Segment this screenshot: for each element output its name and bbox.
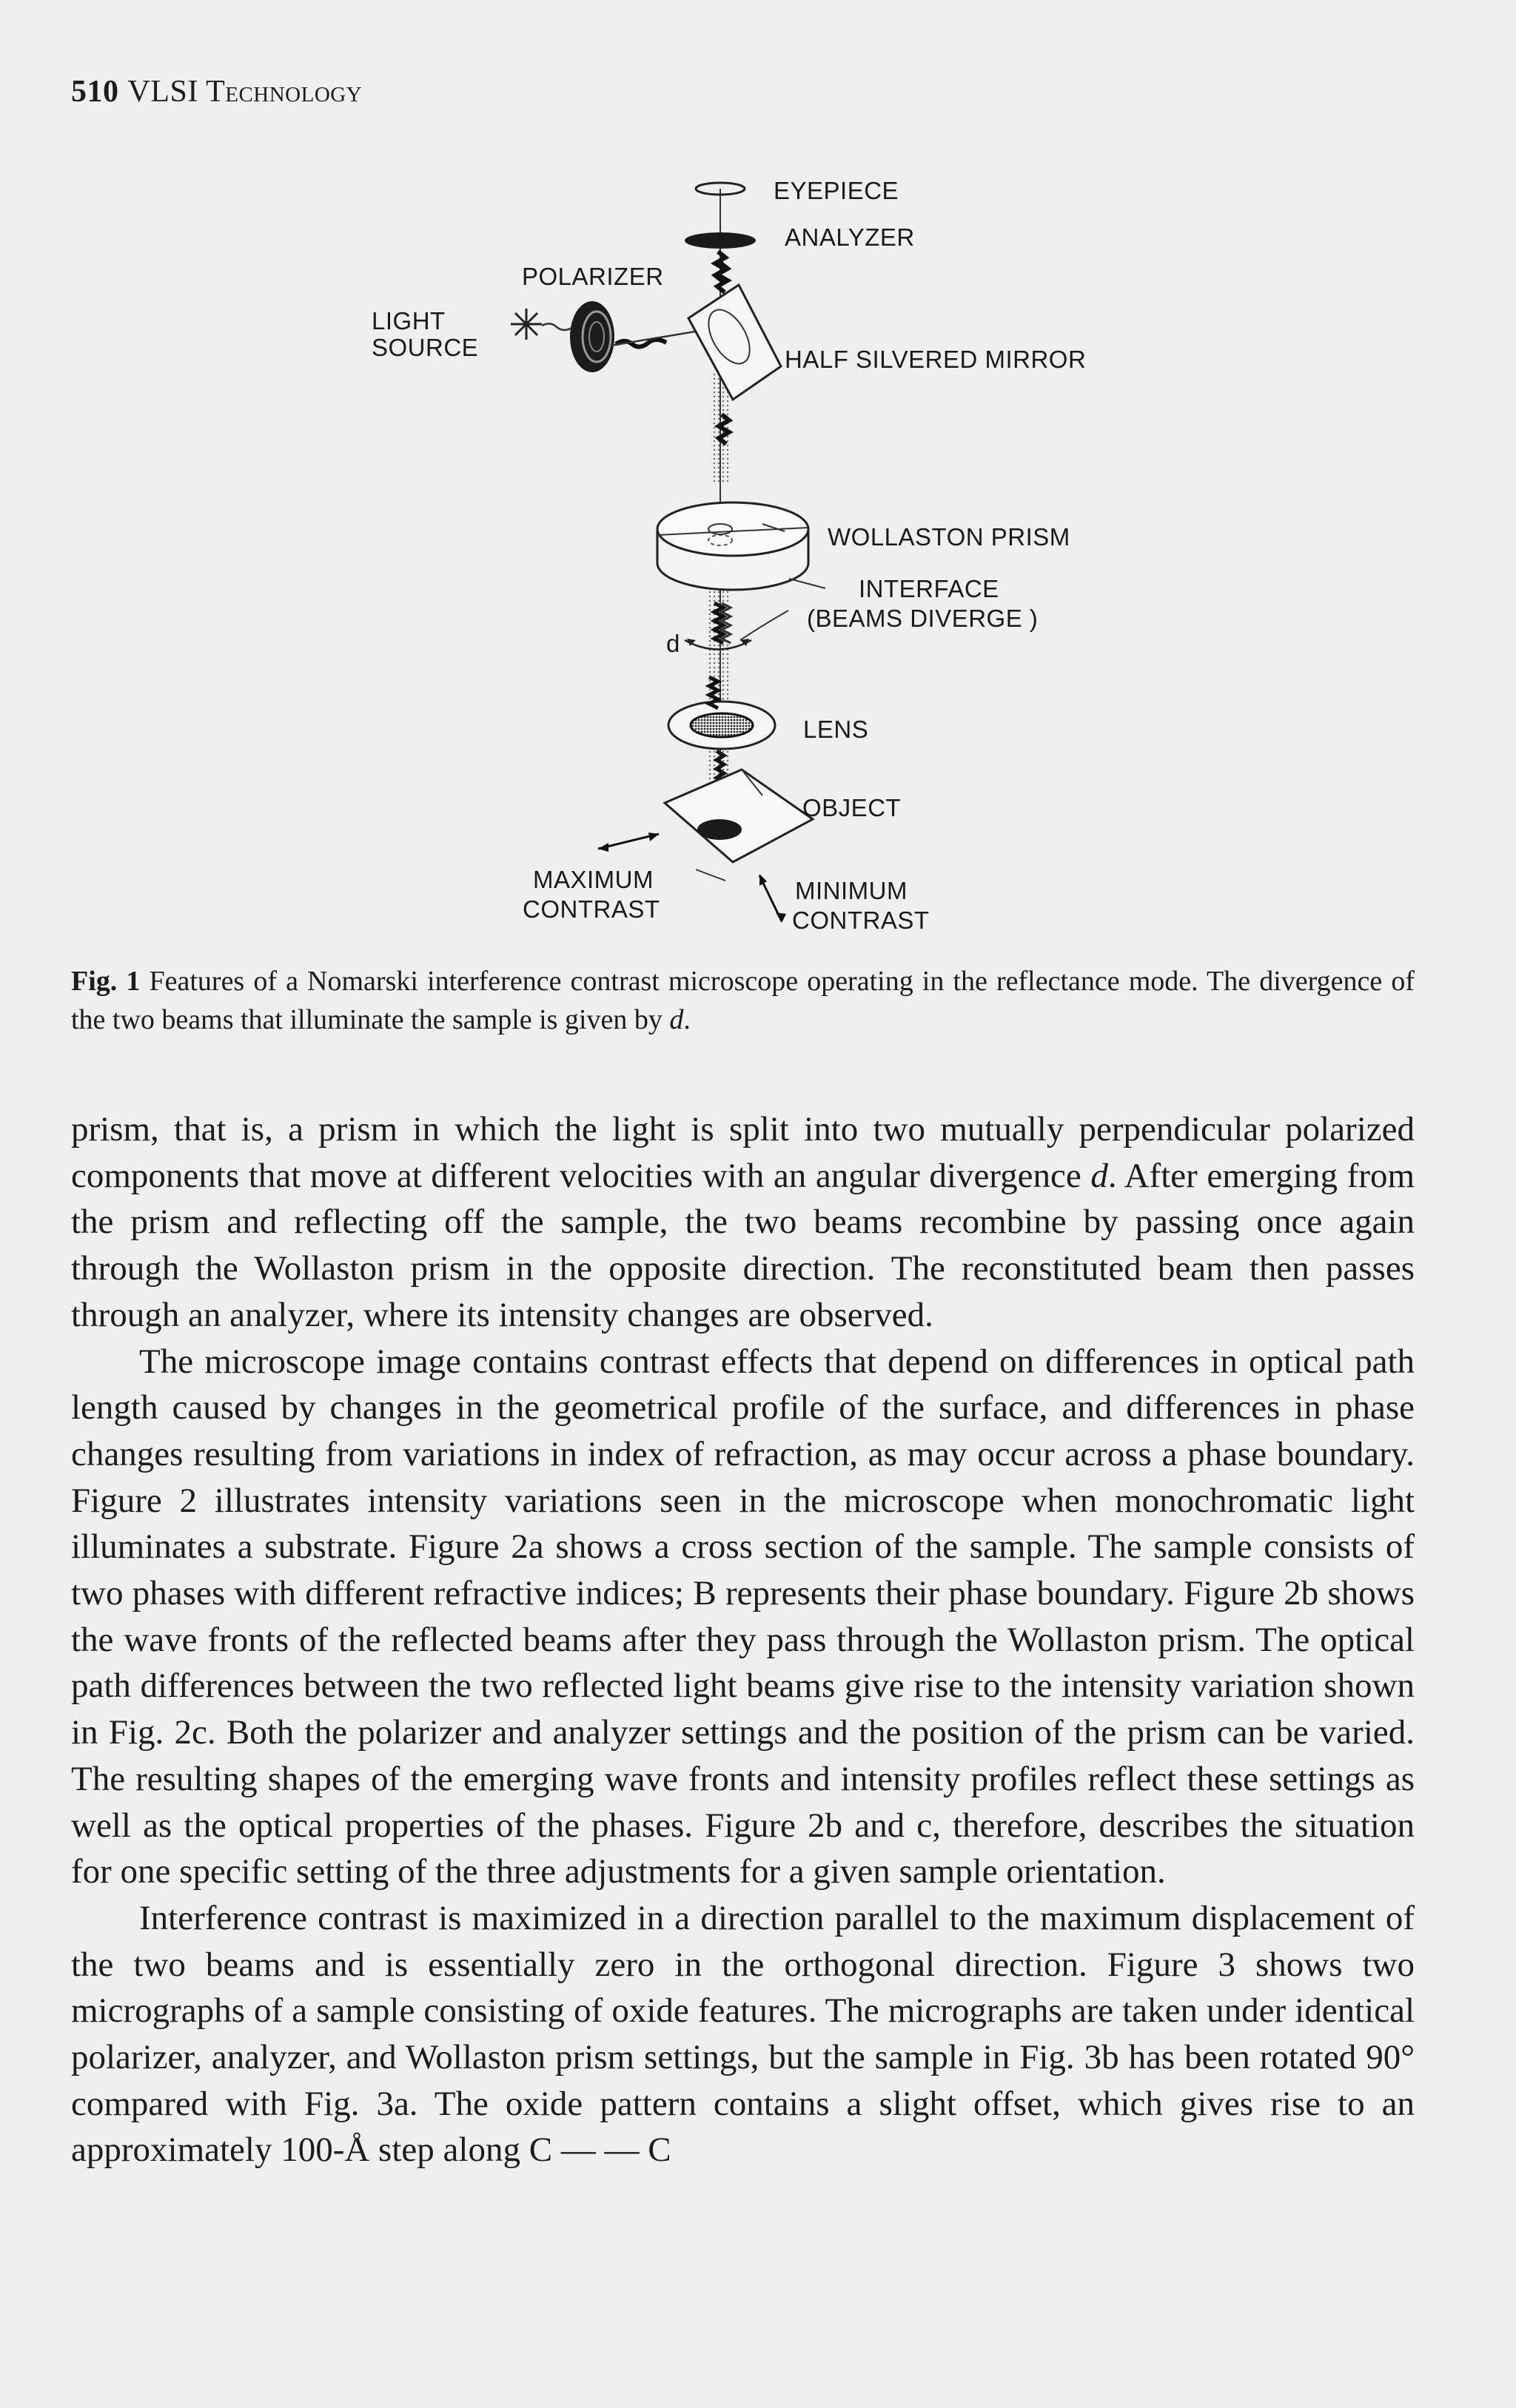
running-head	[71, 74, 362, 110]
running-title: VLSI Technology	[127, 75, 363, 109]
minimum-contrast-arrow	[759, 874, 786, 923]
object-sample	[665, 770, 813, 862]
label-analyzer: ANALYZER	[785, 223, 915, 251]
paragraph-2: The microscope image contains contrast effects that depend on differences in optical path length caused by changes in the geometrical profile of the surface, and differences in phase changes resulting from variations in index of refraction, as may occur across a phase boundary. Figure 2 illustrates intensity variations seen in the microscope when monochromatic light illuminates a substrate. Figure 2a shows a cross section of the sample. The sample consists of two phases with different refractive indices; B represents their phase boundary. Figure 2b shows the wave fronts of the reflected beams after they pass through the Wollaston prism. The optical path differences between the two reflected light beams give rise to the intensity variation shown in Fig. 2c. Both the polarizer and analyzer settings and the position of the prism can be varied. The resulting shapes of the emerging wave fronts and intensity profiles reflect these settings as well as the optical properties of the phases. Figure 2b and c, therefore, describes the situation for one specific setting of the three adjustments for a given sample orientation.	[71, 1342, 1415, 1891]
label-light: LIGHT	[372, 307, 446, 334]
caption-text: Features of a Nomarski interference contrast microscope operating in the reflectance mode. The divergence of the two beams that illuminate the sample is given by	[71, 966, 1415, 1035]
paragraph-1	[71, 1106, 1415, 1339]
label-maximum: MAXIMUM	[533, 866, 654, 893]
label-beams-diverge: (BEAMS DIVERGE )	[807, 605, 1039, 632]
polarizer	[570, 301, 700, 372]
label-lens: LENS	[803, 716, 869, 743]
figure-nomarski-microscope	[348, 159, 1162, 944]
label-d: d	[666, 630, 680, 657]
paragraph-1-part-a: prism, that is, a prism in which the light is split into two mutually perpendicular polarized components that move at different velocities with an angular divergence	[71, 1110, 1415, 1195]
caption-end: .	[683, 1004, 691, 1035]
label-source: SOURCE	[372, 334, 479, 361]
label-polarizer: POLARIZER	[522, 263, 664, 290]
paragraph-1-variable: d	[1090, 1156, 1108, 1195]
wollaston-prism	[657, 502, 825, 590]
label-wollaston-prism: WOLLASTON PRISM	[828, 523, 1070, 551]
microscope-diagram	[348, 159, 1162, 944]
label-minimum: MINIMUM	[795, 877, 908, 904]
figure-caption	[71, 962, 1415, 1039]
caption-variable: d	[669, 1004, 684, 1035]
divergent-beams	[685, 603, 788, 650]
label-half-silvered-mirror: HALF SILVERED MIRROR	[785, 346, 1087, 373]
figure-number: Fig. 1	[71, 966, 141, 997]
half-silvered-mirror	[688, 263, 781, 400]
label-eyepiece: EYEPIECE	[774, 177, 899, 204]
label-object: OBJECT	[802, 794, 902, 821]
paragraph-1-part-b: . After emerging from the prism and reflecting off the sample, the two beams recombine by passing once again through the Wollaston prism in the opposite direction. The reconstituted beam then passes through an analyzer, where its intensity changes are observed.	[71, 1156, 1415, 1334]
label-contrast-right: CONTRAST	[792, 907, 930, 934]
label-interface: INTERFACE	[859, 575, 999, 602]
body-text	[71, 1106, 1415, 2173]
label-contrast-left: CONTRAST	[523, 895, 660, 923]
paragraph-3: Interference contrast is maximized in a direction parallel to the maximum displacement of the two beams and is essentially zero in the orthogonal direction. Figure 3 shows two micrographs of a sample consisting of oxide features. The micrographs are taken under identical polarizer, analyzer, and Wollaston prism settings, but the sample in Fig. 3b has been rotated 90° compared with Fig. 3a. The oxide pattern contains a slight offset, which gives rise to an approximately 100-Å step along C — — C	[71, 1898, 1415, 2170]
page-number: 510	[71, 75, 119, 109]
